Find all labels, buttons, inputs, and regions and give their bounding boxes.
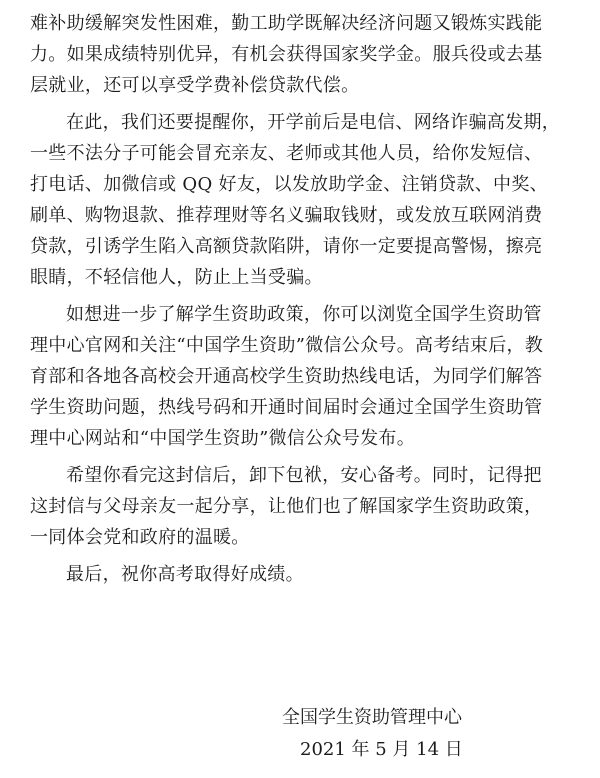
letter-paragraph: [30, 8, 575, 101]
signature-date: 2021 年 5 月 14 日: [300, 739, 463, 760]
paragraph-line: 眼睛，不轻信他人，防止上当受骗。: [30, 267, 323, 288]
letter-paragraph: [30, 299, 575, 454]
letter-paragraph: [30, 559, 575, 590]
paragraph-line: 难补助缓解突发性困难，勤工助学既解决经济问题又锻炼实践能: [30, 13, 543, 34]
paragraph-line: 打电话、加微信或 QQ 好友，以发放助学金、注销贷款、中奖、: [30, 174, 548, 195]
paragraph-line: 一些不法分子可能会冒充亲友、老师或其他人员，给你发短信、: [30, 143, 543, 164]
paragraph-line: 贷款，引诱学生陷入高额贷款陷阱，请你一定要提高警惕，擦亮: [30, 236, 543, 257]
letter-body: [30, 8, 575, 590]
letter-paragraph: [30, 460, 575, 553]
paragraph-line: 力。如果成绩特别优异，有机会获得国家奖学金。服兵役或去基: [30, 44, 543, 65]
paragraph-line: 如想进一步了解学生资助政策，你可以浏览全国学生资助管: [66, 304, 542, 325]
paragraph-line: 层就业，还可以享受学费补偿贷款代偿。: [30, 75, 360, 96]
paragraph-line: 希望你看完这封信后，卸下包袱，安心备考。同时，记得把: [66, 465, 542, 486]
paragraph-line: 学生资助问题，热线号码和开通时间届时会通过全国学生资助管: [30, 397, 543, 418]
paragraph-line: 理中心官网和关注“中国学生资助”微信公众号。高考结束后，教: [30, 335, 544, 356]
paragraph-line: 一同体会党和政府的温暖。: [30, 527, 250, 548]
paragraph-line: 这封信与父母亲友一起分享，让他们也了解国家学生资助政策，: [30, 496, 543, 517]
paragraph-line: 育部和各地各高校会开通高校学生资助热线电话，为同学们解答: [30, 366, 543, 387]
signature-organization: 全国学生资助管理中心: [282, 707, 462, 728]
paragraph-line: 刷单、购物退款、推荐理财等名义骗取钱财，或发放互联网消费: [30, 205, 543, 226]
paragraph-line: 在此，我们还要提醒你，开学前后是电信、网络诈骗高发期，: [66, 112, 561, 133]
paragraph-line: 理中心网站和“中国学生资助”微信公众号发布。: [30, 428, 416, 449]
letter-paragraph: [30, 107, 575, 293]
paragraph-line: 最后，祝你高考取得好成绩。: [66, 564, 304, 585]
